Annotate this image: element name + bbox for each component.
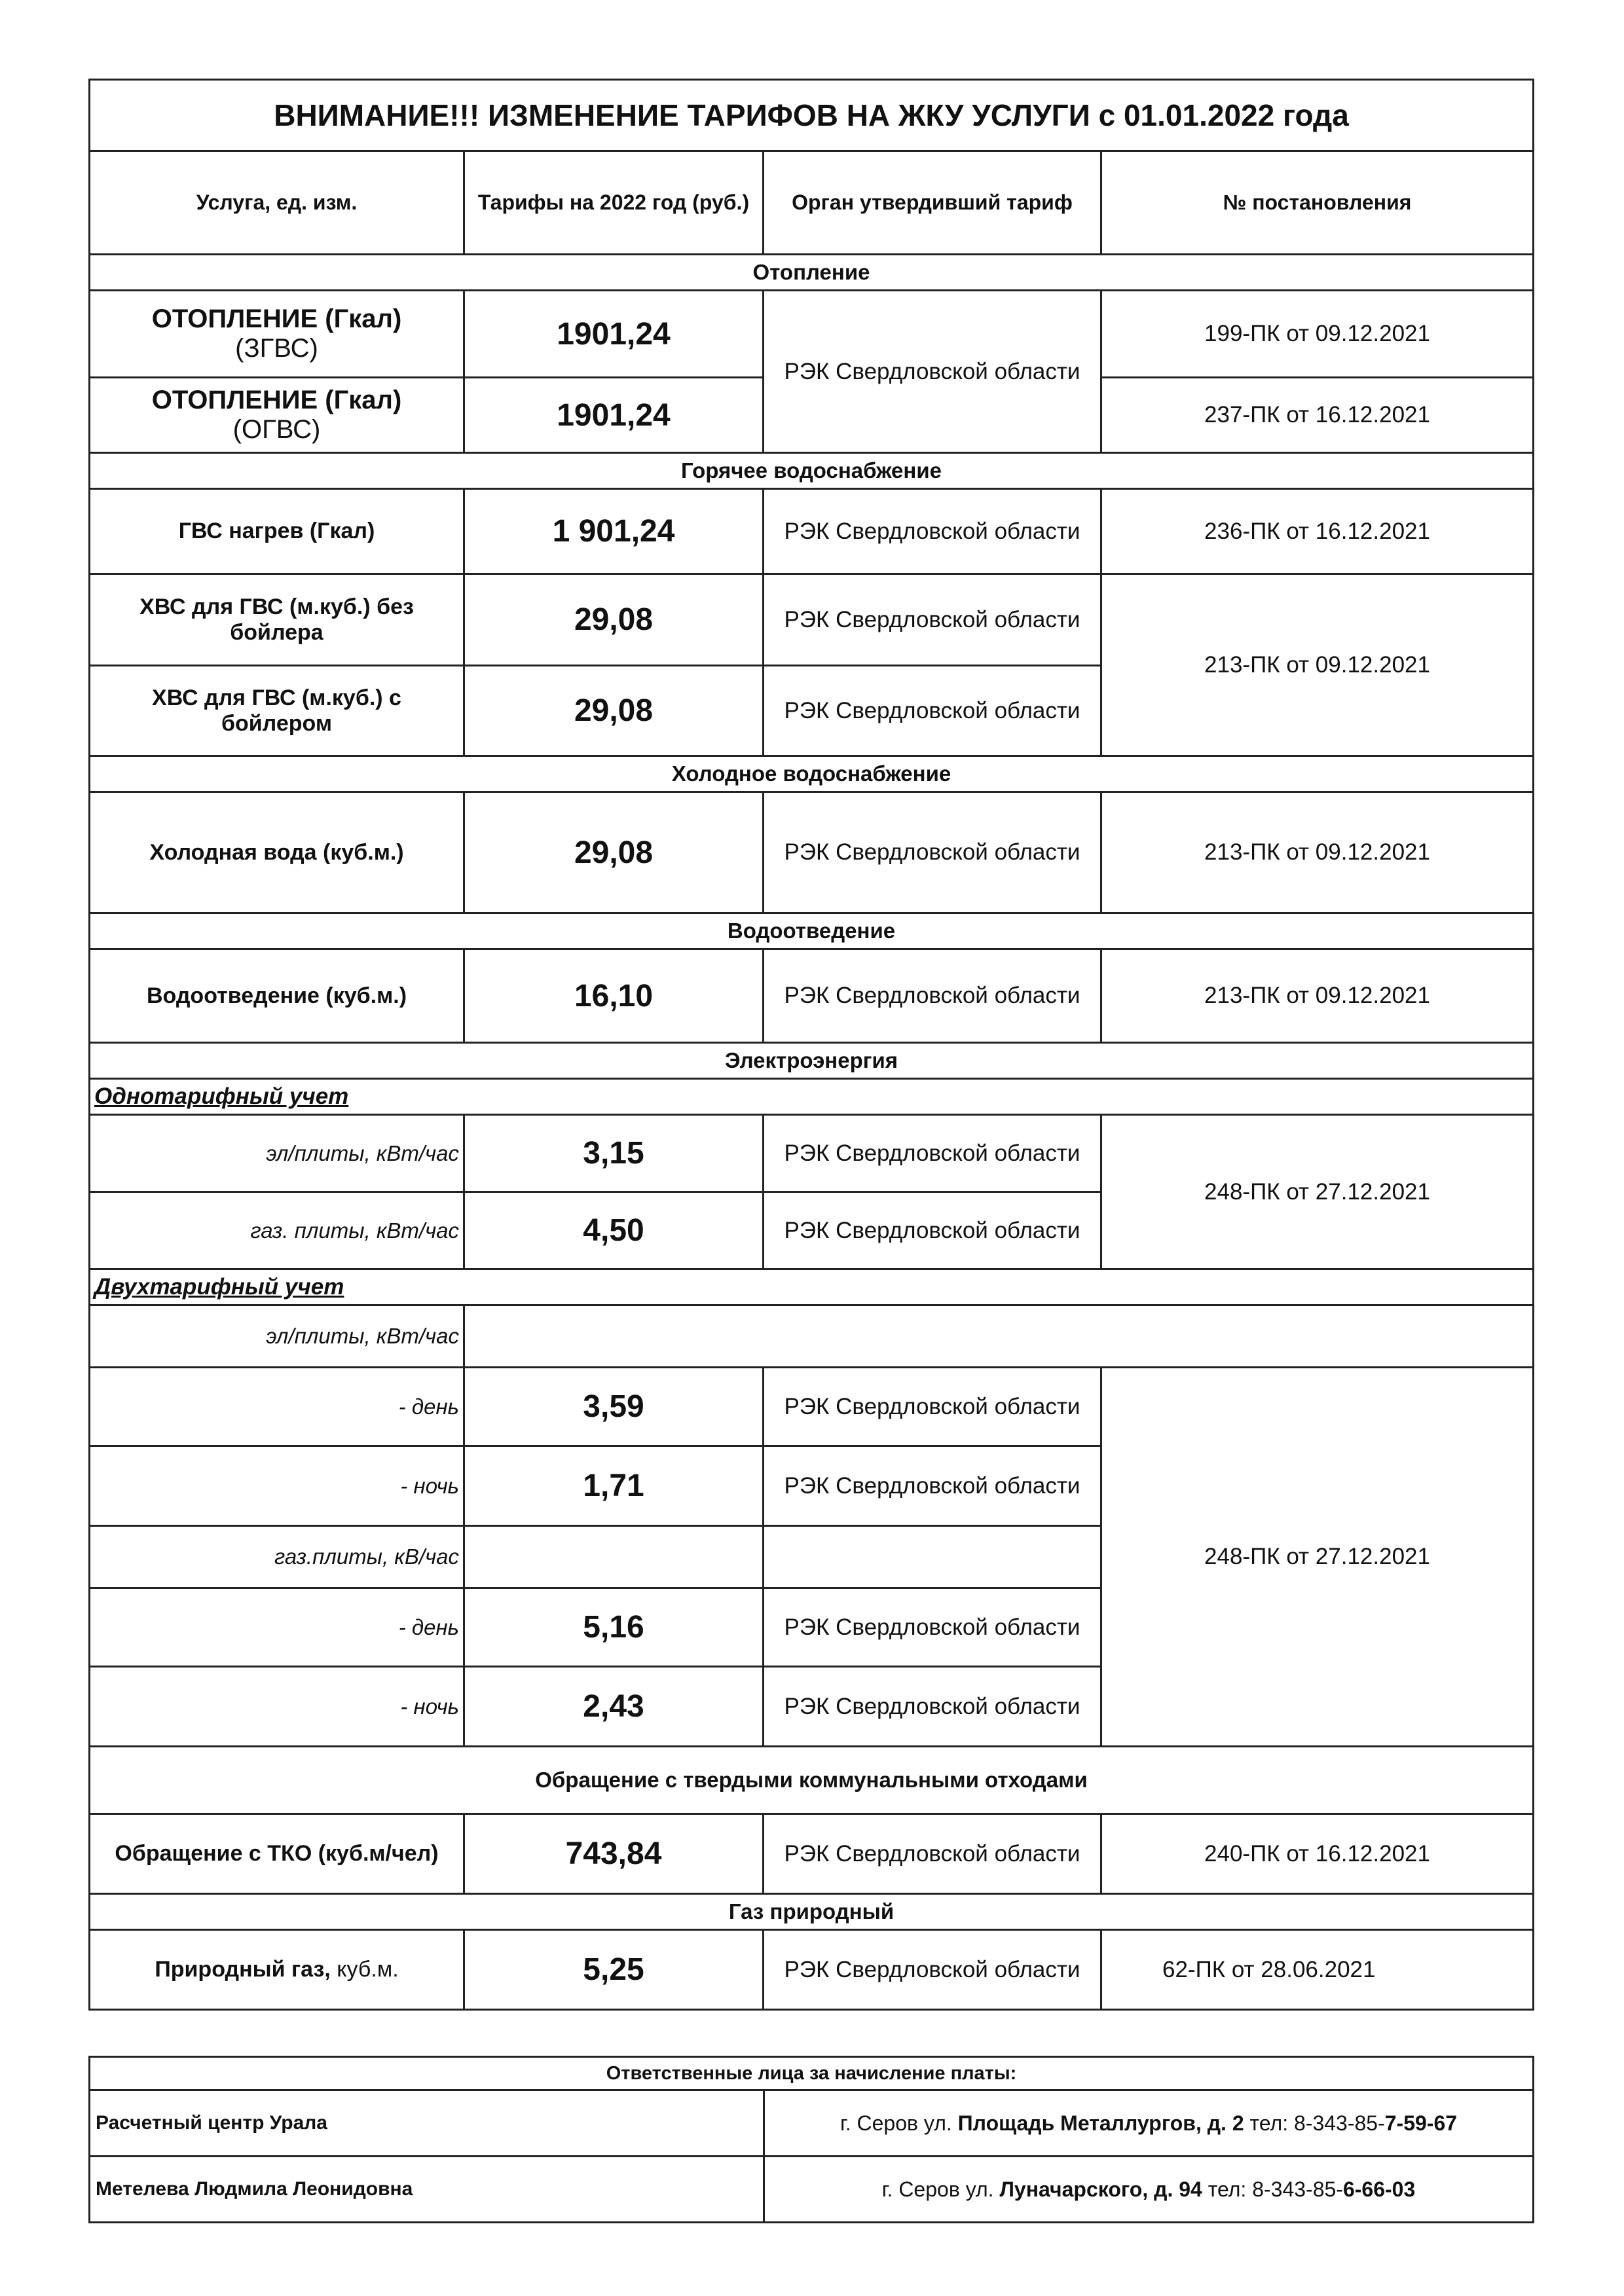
section-hot-water: Горячее водоснабжение (90, 453, 1534, 489)
organ-name: РЭК Свердловской области (764, 1930, 1101, 2010)
service-name: эл/плиты, кВт/час (90, 1115, 464, 1192)
tariff-value: 16,10 (464, 949, 764, 1043)
table-row (90, 1930, 1534, 2010)
decree-number: 213-ПК от 09.12.2021 (1101, 949, 1534, 1043)
empty-cell (764, 1526, 1101, 1588)
service-name: газ.плиты, кВ/час (90, 1526, 464, 1588)
tariff-value: 3,59 (464, 1368, 764, 1446)
subsection-single-tariff: Однотарифный учет (90, 1079, 1534, 1115)
tariff-value: 1,71 (464, 1446, 764, 1526)
tariff-value: 29,08 (464, 792, 764, 913)
header-tariff: Тарифы на 2022 год (руб.) (464, 151, 764, 255)
header-decree: № постановления (1101, 151, 1534, 255)
service-name: Холодная вода (куб.м.) (90, 792, 464, 913)
organ-name: РЭК Свердловской области (764, 291, 1101, 453)
table-row (90, 2157, 1534, 2223)
service-name: ГВС нагрев (Гкал) (90, 489, 464, 574)
organ-name: РЭК Свердловской области (764, 1667, 1101, 1747)
decree-number: 237-ПК от 16.12.2021 (1101, 378, 1534, 453)
tariff-value: 29,08 (464, 666, 764, 756)
service-name: Природный газ, куб.м. (90, 1930, 464, 2010)
service-name: газ. плиты, кВт/час (90, 1192, 464, 1269)
organ-name: РЭК Свердловской области (764, 949, 1101, 1043)
tariff-table (88, 79, 1534, 2011)
service-name: - ночь (90, 1446, 464, 1526)
service-name: ОТОПЛЕНИЕ (Гкал) (ОГВС) (90, 378, 464, 453)
section-waste: Обращение с твердыми коммунальными отходами (90, 1747, 1534, 1814)
organ-name: РЭК Свердловской области (764, 666, 1101, 756)
section-cold-water: Холодное водоснабжение (90, 756, 1534, 792)
tariff-value: 2,43 (464, 1667, 764, 1747)
decree-number: 248-ПК от 27.12.2021 (1101, 1115, 1534, 1269)
tariff-sheet (88, 79, 1532, 2011)
decree-number: 199-ПК от 09.12.2021 (1101, 291, 1534, 378)
section-electricity: Электроэнергия (90, 1043, 1534, 1079)
organ-name: РЭК Свердловской области (764, 1368, 1101, 1446)
organ-name: РЭК Свердловской области (764, 1588, 1101, 1667)
decree-number: 62-ПК от 28.06.2021 (1101, 1930, 1534, 2010)
decree-number: 213-ПК от 09.12.2021 (1101, 792, 1534, 913)
tariff-value: 29,08 (464, 574, 764, 666)
table-row (90, 1115, 1534, 1192)
responsible-name: Расчетный центр Урала (90, 2090, 764, 2157)
tariff-value: 1 901,24 (464, 489, 764, 574)
service-name: ХВС для ГВС (м.куб.) с бойлером (90, 666, 464, 756)
responsible-persons (88, 2056, 1532, 2223)
tariff-value: 5,16 (464, 1588, 764, 1667)
table-row (90, 489, 1534, 574)
table-row (90, 949, 1534, 1043)
decree-number: 248-ПК от 27.12.2021 (1101, 1368, 1534, 1747)
organ-name: РЭК Свердловской области (764, 1814, 1101, 1894)
service-name: - день (90, 1588, 464, 1667)
tariff-value: 4,50 (464, 1192, 764, 1269)
page-title: ВНИМАНИЕ!!! ИЗМЕНЕНИЕ ТАРИФОВ НА ЖКУ УСЛУГИ с 01.01.2022 года (90, 80, 1534, 151)
tariff-value: 5,25 (464, 1930, 764, 2010)
empty-cell (464, 1305, 1534, 1368)
organ-name: РЭК Свердловской области (764, 792, 1101, 913)
table-row (90, 574, 1534, 666)
decree-number: 240-ПК от 16.12.2021 (1101, 1814, 1534, 1894)
tariff-value: 1901,24 (464, 291, 764, 378)
table-row (90, 1368, 1534, 1446)
section-gas: Газ природный (90, 1894, 1534, 1930)
organ-name: РЭК Свердловской области (764, 1115, 1101, 1192)
section-drainage: Водоотведение (90, 913, 1534, 949)
organ-name: РЭК Свердловской области (764, 1446, 1101, 1526)
table-row (90, 1305, 1534, 1368)
decree-number: 213-ПК от 09.12.2021 (1101, 574, 1534, 756)
section-heating: Отопление (90, 255, 1534, 291)
organ-name: РЭК Свердловской области (764, 574, 1101, 666)
responsible-address: г. Серов ул. Луначарского, д. 94 тел: 8-343-85-6-66-03 (764, 2157, 1534, 2223)
service-name: Водоотведение (куб.м.) (90, 949, 464, 1043)
decree-number: 236-ПК от 16.12.2021 (1101, 489, 1534, 574)
service-name: - ночь (90, 1667, 464, 1747)
subsection-double-tariff: Двухтарифный учет (90, 1269, 1534, 1305)
responsible-name: Метелева Людмила Леонидовна (90, 2157, 764, 2223)
table-row (90, 2090, 1534, 2157)
service-name: - день (90, 1368, 464, 1446)
tariff-value: 1901,24 (464, 378, 764, 453)
empty-cell (464, 1526, 764, 1588)
responsible-title: Ответственные лица за начисление платы: (90, 2057, 1534, 2090)
responsible-address: г. Серов ул. Площадь Металлургов, д. 2 тел: 8-343-85-7-59-67 (764, 2090, 1534, 2157)
organ-name: РЭК Свердловской области (764, 489, 1101, 574)
tariff-value: 3,15 (464, 1115, 764, 1192)
service-name: ОТОПЛЕНИЕ (Гкал) (ЗГВС) (90, 291, 464, 378)
service-name: Обращение с ТКО (куб.м/чел) (90, 1814, 464, 1894)
service-name: эл/плиты, кВт/час (90, 1305, 464, 1368)
organ-name: РЭК Свердловской области (764, 1192, 1101, 1269)
table-row (90, 792, 1534, 913)
table-row (90, 1814, 1534, 1894)
responsible-table (88, 2056, 1534, 2223)
header-service: Услуга, ед. изм. (90, 151, 464, 255)
tariff-value: 743,84 (464, 1814, 764, 1894)
service-name: ХВС для ГВС (м.куб.) без бойлера (90, 574, 464, 666)
table-row (90, 291, 1534, 378)
header-organ: Орган утвердивший тариф (764, 151, 1101, 255)
